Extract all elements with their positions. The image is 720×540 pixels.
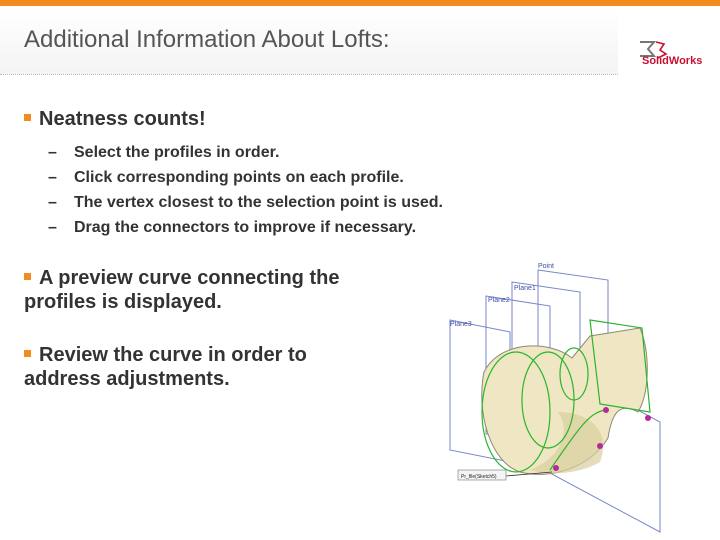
slide-title: Additional Information About Lofts: — [24, 26, 390, 53]
plane-label-plane3: Plane3 — [450, 321, 472, 328]
bullet-marker — [24, 350, 31, 357]
bullet-text: Neatness counts! — [39, 108, 206, 130]
subitem: – Click corresponding points on each profile. — [48, 169, 404, 186]
bullet-marker — [24, 114, 31, 121]
logo-mark — [636, 65, 637, 66]
subitem: – Select the profiles in order. — [48, 144, 280, 161]
title-divider — [0, 74, 618, 75]
connector-point — [603, 407, 609, 413]
connector-point — [597, 443, 603, 449]
connector-point — [553, 465, 559, 471]
bullet-review-curve — [24, 343, 384, 391]
logo-wordmark: SolidWorks — [642, 55, 703, 67]
bullet-neatness — [24, 107, 206, 131]
plane-label-plane1: Plane1 — [514, 285, 536, 292]
bullet-marker — [24, 273, 31, 280]
connector-point — [645, 415, 651, 421]
subitem: – The vertex closest to the selection point is used. — [48, 194, 443, 211]
subitem: – Drag the connectors to improve if necessary. — [48, 219, 417, 236]
loft-illustration — [440, 262, 720, 540]
bullet-text: Review the curve in order to address adjustments. — [24, 344, 307, 390]
plane-label-point: Point — [538, 263, 554, 270]
bullet-text: A preview curve connecting the profiles is displayed. — [24, 267, 340, 313]
plane-label-plane2: Plane2 — [488, 297, 510, 304]
neatness-subitems — [48, 140, 443, 240]
callout-label: Pr_file(Sketch5) — [461, 474, 497, 480]
bullet-preview-curve — [24, 266, 384, 314]
